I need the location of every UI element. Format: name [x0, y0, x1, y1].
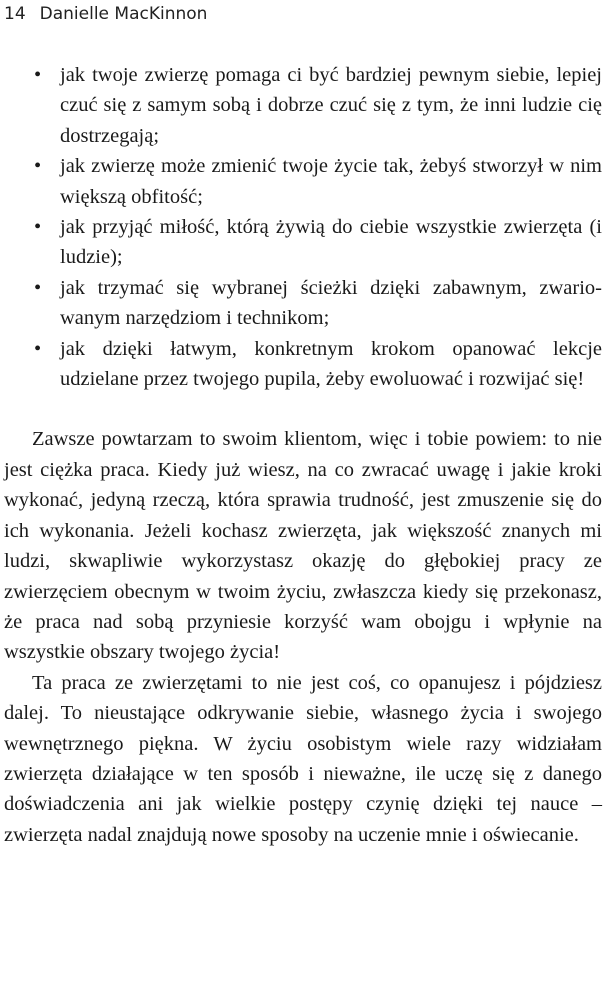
running-header	[4, 2, 207, 26]
body-text	[4, 60, 602, 850]
bullet-item: • jak dzięki łatwym, konkretnym krokom opanować lekcje udzielane przez twojego pupila, żeby ewoluować i rozwijać się!	[4, 334, 602, 395]
paragraph: Zawsze powtarzam to swoim klientom, więc i tobie powiem: to nie jest ciężka praca. Kiedy już wiesz, na co zwracać uwagę i jakie kroki wykonać, jedyną rzeczą, która sprawia trudność, jest zmuszenie się do ich wykonania. Jeżeli kochasz zwierzęta, jak większość znanych mi ludzi, skwapliwie wykorzystasz okazję do głębokiej pracy ze zwierzęciem obecnym w twoim życiu, zwłaszcza kiedy się przekonasz, że praca nad sobą przyniesie korzyść wam obojgu i wpłynie na wszystkie obszary twojego życia!	[4, 428, 602, 664]
bullet-item: • jak trzymać się wybranej ścieżki dzięki zabawnym, zwariowanym narzędziom i technikom;	[4, 273, 602, 334]
paragraph: Ta praca ze zwierzętami to nie jest coś, co opanujesz i pójdziesz dalej. To nieustające odkrywanie siebie, własnego życia i swojego wewnętrznego piękna. W życiu osobistym wiele razy widziałam zwierzęta działające w ten sposób i nieważne, ile uczę się z danego doświadczenia ani jak wielkie postępy czynię dzięki tej nauce – zwierzęta nadal znajdują nowe sposoby na uczenie mnie i oświecanie.	[4, 671, 602, 846]
bullet-list	[4, 60, 602, 394]
bullet-item: • jak zwierzę może zmienić twoje życie tak, żebyś stworzył w nim większą obfitość;	[4, 151, 602, 212]
bullet-item: • jak przyjąć miłość, którą żywią do ciebie wszystkie zwierzęta (i ludzie);	[4, 212, 602, 273]
bullet-item: • jak twoje zwierzę pomaga ci być bardziej pewnym siebie, lepiej czuć się z samym sobą i dobrze czuć się z tym, że inni ludzie cię dostrzegają;	[4, 60, 602, 151]
running-header-author: Danielle MacKinnon	[39, 4, 208, 24]
page-number: 14	[4, 4, 26, 24]
